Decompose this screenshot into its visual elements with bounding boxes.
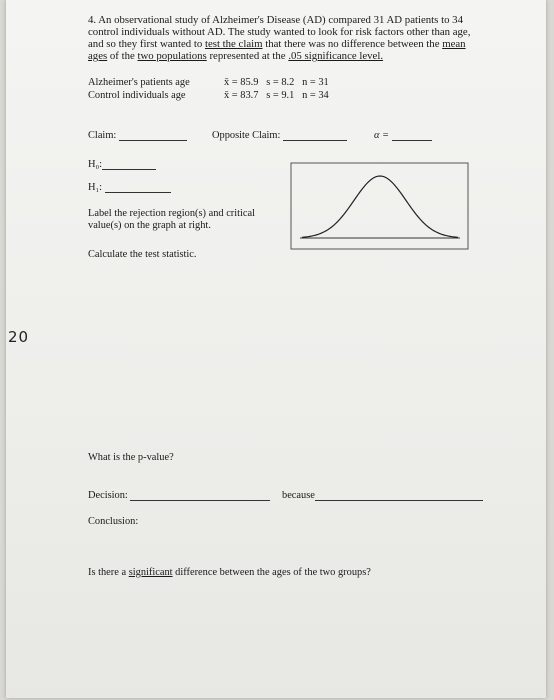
rejection-instruction-1: Label the rejection region(s) and critical bbox=[88, 208, 256, 219]
stats-label-control: Control individuals age bbox=[88, 90, 186, 101]
problem-line-4: ages of the two populations represented at the .05 significance level. bbox=[88, 50, 384, 62]
bell-curve bbox=[302, 176, 458, 237]
rejection-instruction-2: value(s) on the graph at right. bbox=[88, 220, 211, 231]
h0-field[interactable]: H₀: bbox=[88, 159, 156, 170]
decision-field[interactable]: Decision: bbox=[88, 490, 270, 501]
alpha-field[interactable]: α = bbox=[374, 130, 432, 141]
test-statistic-prompt: Calculate the test statistic. bbox=[88, 249, 197, 260]
normal-curve-graph[interactable] bbox=[290, 162, 470, 252]
stats-label-ad: Alzheimer's patients age bbox=[88, 77, 190, 88]
conclusion-prompt[interactable]: Conclusion: bbox=[88, 516, 139, 527]
stats-values-control: x̄ = 83.7 s = 9.1 n = 34 bbox=[224, 90, 329, 101]
handwritten-margin-note: 20 bbox=[8, 328, 30, 346]
p-value-prompt: What is the p-value? bbox=[88, 452, 174, 463]
claim-field[interactable]: Claim: bbox=[88, 130, 187, 141]
significance-question: Is there a significant difference between the ages of the two groups? bbox=[88, 567, 371, 578]
problem-line-2: control individuals without AD. The study wanted to look for risk factors other than age, bbox=[88, 26, 471, 38]
problem-line-3: and so they first wanted to test the claim that there was no difference between the mean bbox=[88, 38, 466, 50]
because-field[interactable]: because bbox=[282, 490, 483, 501]
problem-line-1: 4. An observational study of Alzheimer's Disease (AD) compared 31 AD patients to 34 bbox=[88, 14, 463, 26]
opposite-claim-field[interactable]: Opposite Claim: bbox=[212, 130, 347, 141]
worksheet-page bbox=[6, 0, 546, 698]
stats-values-ad: x̄ = 85.9 s = 8.2 n = 31 bbox=[224, 77, 329, 88]
h1-field[interactable]: H₁: bbox=[88, 182, 171, 193]
